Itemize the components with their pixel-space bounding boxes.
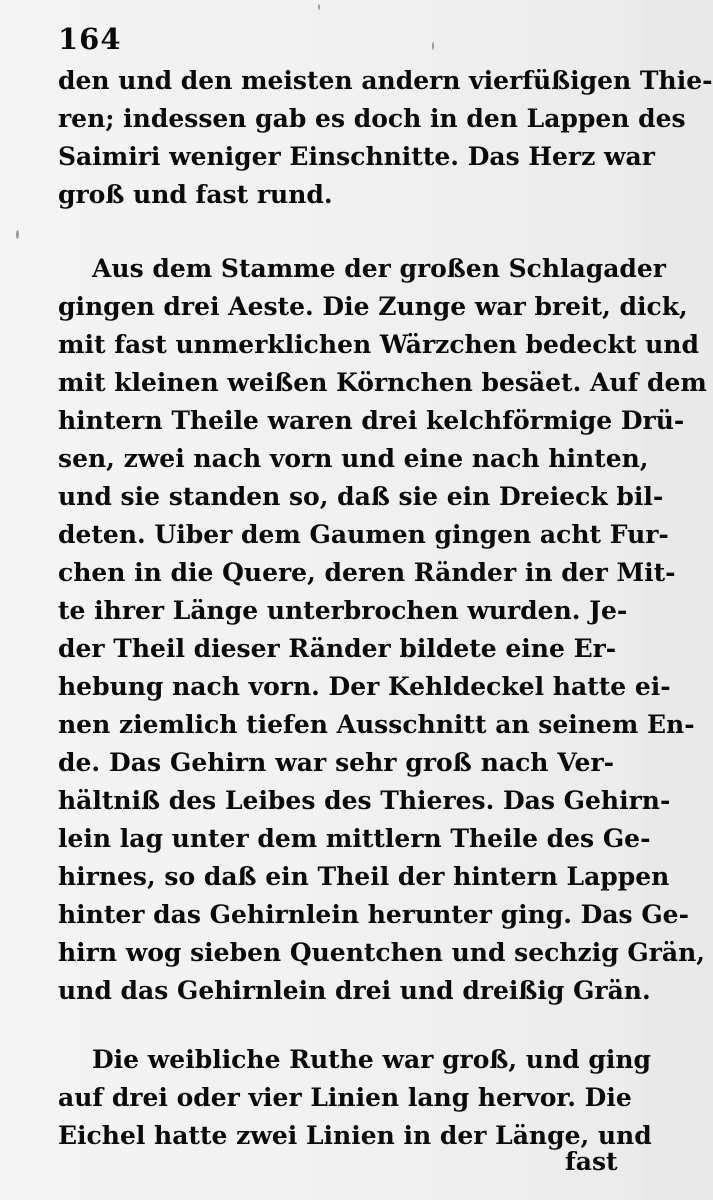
catchword: fast	[565, 1147, 618, 1176]
text-line: sen, zwei nach vorn und eine nach hinten,	[58, 444, 649, 473]
text-line: Die weibliche Ruthe war groß, und ging	[92, 1045, 651, 1074]
text-line: den und den meisten andern vierfüßigen Thie-	[58, 66, 713, 95]
text-line: Aus dem Stamme der großen Schlagader	[92, 254, 666, 283]
text-line: ren; indessen gab es doch in den Lappen des	[58, 104, 686, 133]
text-line: hintern Theile waren drei kelchförmige Drü-	[58, 406, 685, 435]
text-line: mit fast unmerklichen Wärzchen bedeckt und	[58, 330, 699, 359]
text-line: te ihrer Länge unterbrochen wurden. Je-	[58, 596, 628, 625]
text-line: deten. Uiber dem Gaumen gingen acht Fur-	[58, 520, 669, 549]
text-line: lein lag unter dem mittlern Theile des Ge-	[58, 824, 651, 853]
text-line: und das Gehirnlein drei und dreißig Grän.	[58, 976, 651, 1005]
text-line: Saimiri weniger Einschnitte. Das Herz war	[58, 142, 655, 171]
text-line: auf drei oder vier Linien lang hervor. Die	[58, 1083, 632, 1112]
text-line: und sie standen so, daß sie ein Dreieck bil-	[58, 482, 664, 511]
text-line: gingen drei Aeste. Die Zunge war breit, dick,	[58, 292, 688, 321]
text-line: hirn wog sieben Quentchen und sechzig Grän,	[58, 938, 706, 967]
text-line: mit kleinen weißen Körnchen besäet. Auf dem	[58, 368, 707, 397]
text-line: chen in die Quere, deren Ränder in der Mit-	[58, 558, 676, 587]
paper-fleck	[318, 4, 320, 10]
page-number: 164	[58, 22, 122, 56]
paper-fleck	[16, 230, 19, 239]
text-line: de. Das Gehirn war sehr groß nach Ver-	[58, 748, 614, 777]
text-line: nen ziemlich tiefen Ausschnitt an seinem En-	[58, 710, 695, 739]
text-line: hirnes, so daß ein Theil der hintern Lappen	[58, 862, 670, 891]
text-line: hebung nach vorn. Der Kehldeckel hatte ei-	[58, 672, 671, 701]
text-line: der Theil dieser Ränder bildete eine Er-	[58, 634, 617, 663]
text-line: hältniß des Leibes des Thieres. Das Gehirn-	[58, 786, 671, 815]
paper-fleck	[432, 42, 434, 50]
text-line: hinter das Gehirnlein herunter ging. Das Ge-	[58, 900, 689, 929]
text-line: Eichel hatte zwei Linien in der Länge, und	[58, 1121, 652, 1150]
text-line: groß und fast rund.	[58, 180, 333, 209]
